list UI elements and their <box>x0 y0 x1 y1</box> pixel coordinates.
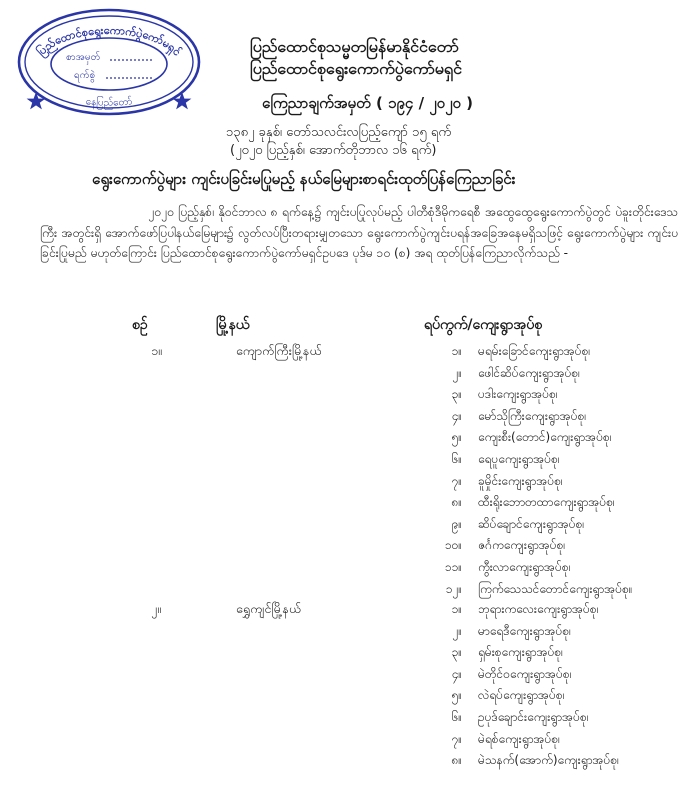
ward-name: မဲရစ်ကျေးရွာအုပ်စု၊ <box>478 732 561 746</box>
ward-number: ၇။ <box>451 474 462 488</box>
seal-outer-text: ပြည်ထောင်စုရွေးကောက်ပွဲကော်မရှင် <box>34 23 184 59</box>
ward-name: ထီးရိုးဘောတထာကျေးရွာအုပ်စု၊ <box>478 495 615 509</box>
ward-name: ဥပုဒ်ချောင်းကျေးရွာအုပ်စု၊ <box>478 710 589 724</box>
official-seal <box>14 6 204 118</box>
ward-number: ၄။ <box>451 409 462 423</box>
ward-number: ၄။ <box>451 667 462 681</box>
ward-name: မာရေဒီကျေးရွာအုပ်စု၊ <box>478 624 571 638</box>
ward-number: ၂။ <box>452 366 462 380</box>
ward-name: မဲသနက်(အောက်)ကျေးရွာအုပ်စု၊ <box>478 753 620 767</box>
svg-text:နေပြည်တော် <box>85 94 133 110</box>
ward-number: ၅။ <box>451 688 462 702</box>
ward-number: ၇။ <box>451 732 462 746</box>
seal-graphic <box>14 6 204 118</box>
ward-number: ၁၀။ <box>444 538 462 552</box>
ward-name: မော်သိုကြီးကျေးရွာအုပ်စု၊ <box>478 409 587 423</box>
ward-number: ၈။ <box>451 753 462 767</box>
ward-number: ၁။ <box>451 344 462 358</box>
ward-name: ကွီးလာကျေးရွာအုပ်စု၊ <box>478 560 571 574</box>
ward-name: မဲတိုင်ဝကျေးရွာအုပ်စု၊ <box>478 667 572 681</box>
ward-number: ၅။ <box>451 430 462 444</box>
ward-number: ၃။ <box>451 387 462 401</box>
ward-name: ကြက်သေသင်တောင်ကျေးရွာအုပ်စု။ <box>478 582 633 596</box>
announcement-body: ၂၀၂၀ ပြည့်နှစ်၊ နိုဝင်ဘာလ ၈ ရက်နေ့၌ ကျင်းပပြုလုပ်မည့် ပါတီစုံဒီမိုကရေစီ အထွေထွေရွေးကောက်ပွဲတွင် ပဲခူးတိုင်းဒေသကြီး အတွင်းရှိ အောက်ဖော်ပြပါနယ်မြေများ၌ လွတ်လပ်ပြီးတရားမျှတသော ရွေးကောက်ပွဲကျင်းပရန်အခြေအနေမရှိသဖြင့် ရွေးကောက်ပွဲများ ကျင်းပခြင်းပြုမည် မဟုတ်ကြောင်း ပြည်ထောင်စုရွေးကောက်ပွဲကော်မရှင်ဥပဒေ ပုဒ်မ ၁၀ (စ) အရ ထုတ်ပြန်ကြေညာလိုက်သည် - <box>40 205 678 260</box>
date-myanmar: ၁၃၈၂ ခုနှစ်၊ တော်သလင်းလပြည့်ကျော် ၁၅ ရက် <box>226 125 452 140</box>
ward-number: ၂။ <box>452 624 462 638</box>
seal-field-number: စာအမှတ် <box>66 52 101 63</box>
ward-name: လဲရပ်ကျေးရွာအုပ်စု၊ <box>478 688 565 702</box>
col-header-township: မြို့နယ် <box>216 317 250 333</box>
ward-number: ၁၂။ <box>445 582 462 596</box>
svg-text:ပြည်ထောင်စုရွေးကောက်ပွဲကော်မရှ <box>33 24 185 61</box>
announcement-subject: ရွေးကောက်ပွဲများ ကျင်းပခြင်းမပြုမည့် နယ်မြေများစာရင်းထုတ်ပြန်ကြေညာခြင်း <box>92 170 516 188</box>
ward-name: ရေပူကျေးရွာအုပ်စု၊ <box>478 452 560 466</box>
ward-name: ရှမ်းစုကျေးရွာအုပ်စု၊ <box>478 645 564 659</box>
ward-name: ဘုရားကလေးကျေးရွာအုပ်စု၊ <box>478 602 599 616</box>
ward-name: မရမ်းခြောင်ကျေးရွာအုပ်စု၊ <box>478 344 591 358</box>
ward-number: ၁။ <box>451 602 462 616</box>
ward-name: ပဒါးကျေးရွာအုပ်စု၊ <box>478 387 558 401</box>
ward-name: ဖေါင်ဆိပ်ကျေးရွာအုပ်စု၊ <box>478 366 581 380</box>
ward-number: ၃။ <box>451 645 462 659</box>
ward-number: ၆။ <box>451 452 462 466</box>
ward-name: ဆိပ်ချောင်ကျေးရွာအုပ်စု၊ <box>478 517 585 531</box>
seal-star-left-icon <box>27 92 46 109</box>
township-name: ရွှေကျင်မြို့နယ် <box>236 601 302 616</box>
col-header-no: စဉ် <box>132 317 148 333</box>
township-number: ၁။ <box>151 343 162 358</box>
township-name: ကျောက်ကြီးမြို့နယ် <box>236 343 322 358</box>
header-commission: ပြည်ထောင်စုရွေးကောက်ပွဲကော်မရှင် <box>250 59 462 78</box>
announcement-number: ကြေညာချက်အမှတ် ( ၁၉၄ / ၂၀၂၀ ) <box>262 94 473 112</box>
ward-number: ၆။ <box>451 710 462 724</box>
ward-name: ဇင်္ဂကကျေးရွာအုပ်စု၊ <box>478 538 566 552</box>
seal-bottom-text: နေပြည်တော် <box>85 96 133 109</box>
ward-number: ၁၁။ <box>444 560 462 574</box>
seal-field-date: ရက်စွဲ <box>74 70 96 81</box>
ward-name: ကျေးစီး(တောင်)ကျေးရွာအုပ်စု၊ <box>478 430 612 444</box>
ward-number: ၉။ <box>451 517 462 531</box>
seal-star-right-icon <box>173 92 192 109</box>
col-header-wards: ရပ်ကွက်/ကျေးရွာအုပ်စု <box>424 317 543 333</box>
date-gregorian: (၂၀၂၀ ပြည့်နှစ်၊ အောက်တိုဘာလ ၁၆ ရက်) <box>230 143 437 158</box>
ward-name: ခူမှိုင်းကျေးရွာအုပ်စု၊ <box>478 474 563 488</box>
ward-number: ၈။ <box>451 495 462 509</box>
header-country: ပြည်ထောင်စုသမ္မတမြန်မာနိုင်ငံတော် <box>250 37 459 56</box>
township-number: ၂။ <box>151 601 161 616</box>
